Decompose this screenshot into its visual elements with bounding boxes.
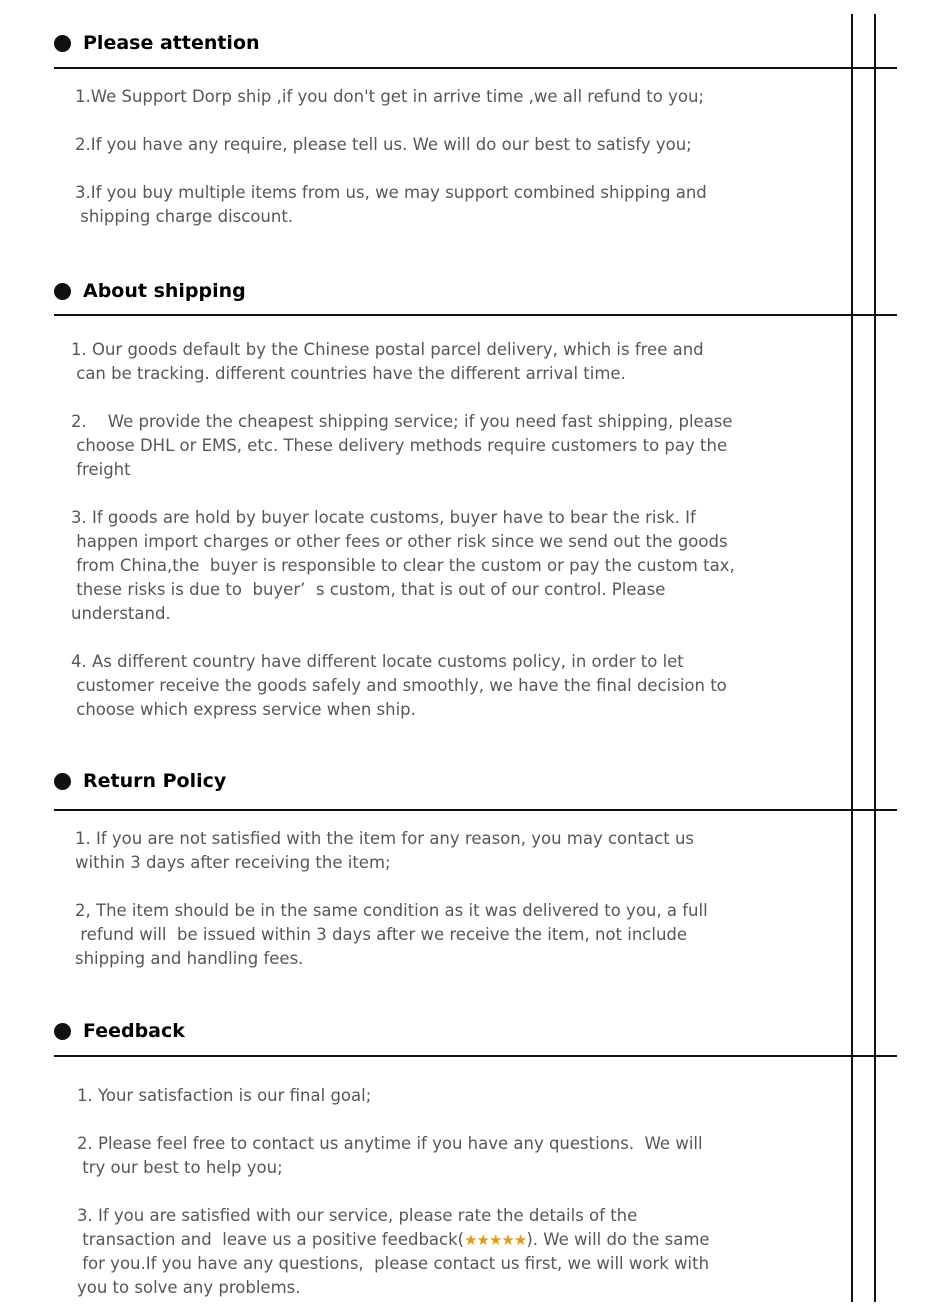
section-heading (54, 30, 260, 56)
section-divider (54, 809, 897, 811)
paragraph: 2, The item should be in the same condition as it was delivered to you, a full refund will be issued within 3 days after we receive the item, not include shipping and handling fees. (75, 901, 708, 968)
paragraph: 1. If you are not satisfied with the item for any reason, you may contact us within 3 days after receiving the item; (75, 829, 695, 872)
paragraph: 3. If you are satisfied with our service, please rate the details of the transaction and leave us a positive feedback(★★★★★). We will do the same for you.If you have any questions, please contact us first, we will work with you to solve any problems. (77, 1206, 710, 1297)
paragraph: 3. If goods are hold by buyer locate customs, buyer have to bear the risk. If happen import charges or other fees or other risk since we send out the goods from China,the buyer is responsible to clear the custom or pay the custom tax, these risks is due to buyer’ s custom, that is out of our control. Please understand. (71, 508, 735, 623)
section-heading (54, 768, 226, 794)
paragraph: 4. As different country have different locate customs policy, in order to let customer receive the goods safely and smoothly, we have the final decision to choose which express service when ship. (71, 652, 727, 719)
paragraph: 2.If you have any require, please tell us. We will do our best to satisfy you; (75, 135, 692, 154)
right-border-line (874, 14, 876, 1302)
paragraph: 1. Our goods default by the Chinese postal parcel delivery, which is free and can be tracking. different countries have the different arrival time. (71, 340, 704, 383)
section-title: Return Policy (83, 770, 227, 792)
paragraph: 2. We provide the cheapest shipping service; if you need fast shipping, please choose DHL or EMS, etc. These delivery methods require customers to pay the freight (71, 412, 733, 479)
section-title: About shipping (83, 280, 246, 302)
right-border-line (851, 14, 853, 1302)
bullet-icon (54, 35, 71, 52)
bullet-icon (54, 283, 71, 300)
section-heading (54, 1018, 185, 1044)
paragraph: 1. Your satisfaction is our final goal; (77, 1086, 372, 1105)
section-divider (54, 314, 897, 316)
bullet-icon (54, 773, 71, 790)
section-title: Feedback (83, 1020, 185, 1042)
paragraph: 2. Please feel free to contact us anytime if you have any questions. We will try our best to help you; (77, 1134, 703, 1177)
paragraph: 1.We Support Dorp ship ,if you don't get in arrive time ,we all refund to you; (75, 87, 704, 106)
section-title: Please attention (83, 32, 260, 54)
star-rating-icon: ★★★★★ (464, 1231, 527, 1249)
paragraph: 3.If you buy multiple items from us, we may support combined shipping and shipping charge discount. (75, 183, 707, 226)
section-divider (54, 1055, 897, 1057)
section-divider (54, 67, 897, 69)
section-heading (54, 278, 246, 304)
bullet-icon (54, 1023, 71, 1040)
